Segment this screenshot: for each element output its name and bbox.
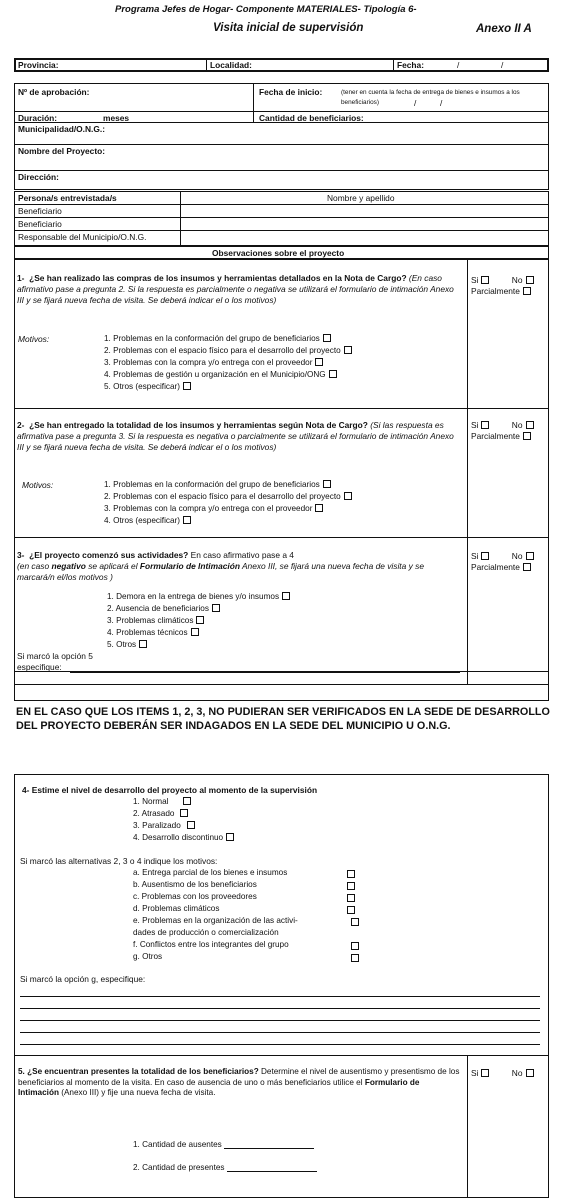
q4-line-3[interactable]: [20, 1020, 540, 1021]
q3-especifique-label: especifique:: [17, 662, 62, 672]
q2-number: 2-: [17, 420, 25, 430]
q1-motivo-5-checkbox[interactable]: [183, 382, 191, 390]
q5-question: ¿Se encuentran presentes la totalidad de los beneficiarios?: [27, 1067, 259, 1076]
q2-motivo-4: 4. Otros (especificar): [104, 516, 191, 525]
q5-no-checkbox[interactable]: [526, 1069, 534, 1077]
q4-motivo-a-checkbox[interactable]: [347, 870, 355, 878]
q4-nivel-4: 4. Desarrollo discontinuo: [133, 833, 234, 842]
q1-motivo-4: 4. Problemas de gestión u organización en el Municipio/ONG: [104, 370, 337, 379]
q3-question: ¿El proyecto comenzó sus actividades?: [29, 550, 189, 560]
q1-instructions: (En caso afirmativo pase a pregunta 2. Si la respuesta es parcialmente o negativa se utilizará el formulario de intimación Anexo III y se fijará nueva fecha de visita. Se deberá indicar el o los motivos): [17, 273, 454, 305]
q5-item-1: 1. Cantidad de ausentes: [133, 1139, 314, 1149]
q1-motivo-2-checkbox[interactable]: [344, 346, 352, 354]
q3-rest: En caso afirmativo pase a 4: [190, 550, 294, 560]
q4-motivo-b: b. Ausentismo de los beneficiarios: [133, 880, 257, 889]
q1-motivo-3: 3. Problemas con la compra y/o entrega con el proveedor: [104, 358, 323, 367]
q5-presentes-field[interactable]: [227, 1162, 317, 1172]
program-title: Programa Jefes de Hogar- Componente MATERIALES- Tipología 6-: [115, 4, 417, 15]
q2-question: ¿Se han entregado la totalidad de los insumos y herramientas según Nota de Cargo?: [29, 420, 368, 430]
observaciones-header: [14, 246, 549, 259]
q1-motivo-4-checkbox[interactable]: [329, 370, 337, 378]
q1-answers: [471, 275, 534, 297]
q1-motivo-2: 2. Problemas con el espacio físico para el desarrollo del proyecto: [104, 346, 352, 355]
q3-motivo-2-checkbox[interactable]: [212, 604, 220, 612]
q1-si-checkbox[interactable]: [481, 276, 489, 284]
project-info: [14, 83, 549, 190]
q1-motivo-3-checkbox[interactable]: [315, 358, 323, 366]
q3-motivo-1-checkbox[interactable]: [282, 592, 290, 600]
q2-motivo-1: 1. Problemas en la conformación del grupo de beneficiarios: [104, 480, 331, 489]
q3-parcialmente-checkbox[interactable]: [523, 563, 531, 571]
q4-si-marco: Si marcó las alternativas 2, 3 o 4 indique los motivos:: [20, 856, 218, 866]
q1-motivo-1-checkbox[interactable]: [323, 334, 331, 342]
q1-motivo-1: 1. Problemas en la conformación del grupo de beneficiarios: [104, 334, 331, 343]
q5-number: 5.: [18, 1067, 25, 1076]
q1-parcialmente-checkbox[interactable]: [523, 287, 531, 295]
q1-no-label: No: [511, 275, 523, 285]
aprobacion-label: Nº de aprobación:: [18, 87, 90, 97]
municipalidad-label: Municipalidad/O.N.G.:: [18, 124, 106, 134]
observaciones-title: Observaciones sobre el proyecto: [212, 248, 345, 258]
q2-instructions: (Si las respuesta es afirmativa pase a pregunta 3. Si la respuesta es negativa o parcialmente se utilizará el formulario de intimación Anexo III y se fijará nueva fecha de visita. Se deberá indicar el o los motivos): [17, 420, 454, 452]
q3-number: 3-: [17, 550, 25, 560]
question-5: 5. ¿Se encuentran presentes la totalidad de los beneficiarios? Determine el nivel de ausentismo y presentismo de los beneficiarios al momento de la visita. En caso de ausencia de uno o más beneficiarios utilice el Formulario de Intimación (Anexo III) y fije una nueva fecha de visita.: [18, 1067, 460, 1097]
q4-motivo-f: f. Conflictos entre los integrantes del grupo: [133, 940, 289, 949]
fecha-label: Fecha:: [397, 60, 424, 70]
q4-motivo-c-checkbox[interactable]: [347, 894, 355, 902]
q1-motivo-5: 5. Otros (especificar): [104, 382, 191, 391]
fecha-slash-1: /: [457, 60, 460, 70]
q2-si-label: Si: [471, 420, 479, 430]
q5-item-2: 2. Cantidad de presentes: [133, 1162, 317, 1172]
question-1: [17, 273, 462, 306]
q5-ausentes-field[interactable]: [224, 1139, 314, 1149]
persons-header-col2: Nombre y apellido: [327, 193, 395, 203]
localidad-label: Localidad:: [210, 60, 252, 70]
q2-answers: [471, 420, 534, 442]
fecha-inicio-slash-1: /: [414, 98, 417, 108]
q3-motivo-3: 3. Problemas climáticos: [107, 616, 204, 625]
q3-motivo-5-checkbox[interactable]: [139, 640, 147, 648]
direccion-label: Dirección:: [18, 172, 59, 182]
q4-nivel-3-checkbox[interactable]: [187, 821, 195, 829]
q3-si-checkbox[interactable]: [481, 552, 489, 560]
q5-answers: [471, 1068, 534, 1078]
q1-parcialmente-label: Parcialmente: [471, 286, 520, 296]
q2-motivo-3-checkbox[interactable]: [315, 504, 323, 512]
q2-motivo-2-checkbox[interactable]: [344, 492, 352, 500]
q5-no-label: No: [511, 1068, 523, 1078]
q2-motivo-3: 3. Problemas con la compra y/o entrega con el proveedor: [104, 504, 323, 513]
q1-si-label: Si: [471, 275, 479, 285]
provincia-label: Provincia:: [18, 60, 59, 70]
q4-nivel-1-checkbox[interactable]: [183, 797, 191, 805]
question-3: 3- ¿El proyecto comenzó sus actividades? En caso afirmativo pase a 4 (en caso negativo se aplicará el Formulario de Intimación Anexo III, se fijará una nueva fecha de visita y se marcará/n el/los motivos ): [17, 550, 424, 582]
q3-si-marco: Si marcó la opción 5: [17, 651, 93, 661]
q2-motivo-4-checkbox[interactable]: [183, 516, 191, 524]
q2-motivos-label: Motivos:: [22, 480, 54, 490]
q2-motivo-2: 2. Problemas con el espacio físico para el desarrollo del proyecto: [104, 492, 352, 501]
q3-motivo-3-checkbox[interactable]: [196, 616, 204, 624]
q1-number: 1-: [17, 273, 25, 283]
fecha-slash-2: /: [501, 60, 504, 70]
q3-no-checkbox[interactable]: [526, 552, 534, 560]
q5-si-label: Si: [471, 1068, 479, 1078]
q4-nivel-2: 2. Atrasado: [133, 809, 188, 818]
top-row: [14, 58, 549, 72]
q4-line-5[interactable]: [20, 1044, 540, 1045]
annex-label: Anexo II A: [476, 23, 532, 35]
q4-line-2[interactable]: [20, 1008, 540, 1009]
persons-table: [14, 191, 549, 246]
persons-row-1: Beneficiario: [18, 206, 62, 216]
q1-motivos-label: Motivos:: [18, 334, 50, 344]
persons-row-3: Responsable del Municipio/O.N.G.: [18, 232, 147, 242]
q1-question: ¿Se han realizado las compras de los insumos y herramientas detallados en la Nota de Cargo?: [29, 273, 407, 283]
q4-motivo-d: d. Problemas climáticos: [133, 904, 220, 913]
fecha-inicio-label: Fecha de inicio:: [259, 87, 323, 97]
questions-4-5: [14, 774, 549, 1198]
q4-motivo-a: a. Entrega parcial de los bienes e insumos: [133, 868, 288, 877]
cantidad-beneficiarios-label: Cantidad de beneficiarios:: [259, 113, 364, 123]
q4-line-1[interactable]: [20, 996, 540, 997]
q3-parcialmente-label: Parcialmente: [471, 562, 520, 572]
q5-si-checkbox[interactable]: [481, 1069, 489, 1077]
q2-si-checkbox[interactable]: [481, 421, 489, 429]
q4-motivo-g: g. Otros: [133, 952, 163, 961]
q2-no-label: No: [511, 420, 523, 430]
q3-motivo-5: 5. Otros: [107, 640, 147, 649]
q2-parcialmente-label: Parcialmente: [471, 431, 520, 441]
q2-parcialmente-checkbox[interactable]: [523, 432, 531, 440]
q4-motivo-e-checkbox[interactable]: [351, 918, 359, 926]
q4-si-marco-g: Si marcó la opción g, especifique:: [20, 974, 146, 984]
q1-no-checkbox[interactable]: [526, 276, 534, 284]
q2-no-checkbox[interactable]: [526, 421, 534, 429]
q4-line-4[interactable]: [20, 1032, 540, 1033]
q4-motivo-e: e. Problemas en la organización de las activi-: [133, 916, 298, 925]
fecha-inicio-note: (tener en cuenta la fecha de entrega de bienes e insumos a los beneficiarios): [341, 89, 520, 106]
question-2: [17, 420, 462, 453]
q4-motivo-b-checkbox[interactable]: [347, 882, 355, 890]
q3-answers: [471, 551, 534, 573]
meses-label: meses: [103, 113, 130, 123]
q4-nivel-1: 1. Normal: [133, 797, 191, 806]
q4-motivo-f-checkbox[interactable]: [351, 942, 359, 950]
q3-motivo-4: 4. Problemas técnicos: [107, 628, 199, 637]
persons-header-col1: Persona/s entrevistada/s: [18, 193, 117, 203]
q4-nivel-3: 3. Paralizado: [133, 821, 195, 830]
q4-motivo-g-checkbox[interactable]: [351, 954, 359, 962]
persons-row-2: Beneficiario: [18, 219, 62, 229]
q4-title: 4- Estime el nivel de desarrollo del proyecto al momento de la supervisión: [22, 785, 318, 795]
q3-motivo-1: 1. Demora en la entrega de bienes y/o insumos: [107, 592, 290, 601]
q3-si-label: Si: [471, 551, 479, 561]
q3-no-label: No: [511, 551, 523, 561]
nombre-proyecto-label: Nombre del Proyecto:: [18, 146, 106, 156]
q3-motivo-2: 2. Ausencia de beneficiarios: [107, 604, 220, 613]
q4-motivo-c: c. Problemas con los proveedores: [133, 892, 257, 901]
page-title: Visita inicial de supervisión: [213, 22, 364, 34]
q4-nivel-4-checkbox[interactable]: [226, 833, 234, 841]
q4-nivel-2-checkbox[interactable]: [180, 809, 188, 817]
q3-motivo-4-checkbox[interactable]: [191, 628, 199, 636]
duracion-label: Duración:: [18, 113, 58, 123]
q3-especifique-line[interactable]: [70, 672, 460, 673]
q4-motivo-e-cont: dades de producción o comercialización: [133, 928, 279, 937]
notice-text: EN EL CASO QUE LOS ITEMS 1, 2, 3, NO PUDIERAN SER VERIFICADOS EN LA SEDE DE DESARROLLO DEL PROYECTO DEBERÁN SER INDAGADOS EN LA SEDE DEL MUNICIPIO U O.N.G.: [16, 706, 550, 732]
fecha-inicio-slash-2: /: [440, 98, 443, 108]
q4-motivo-d-checkbox[interactable]: [347, 906, 355, 914]
q2-motivo-1-checkbox[interactable]: [323, 480, 331, 488]
